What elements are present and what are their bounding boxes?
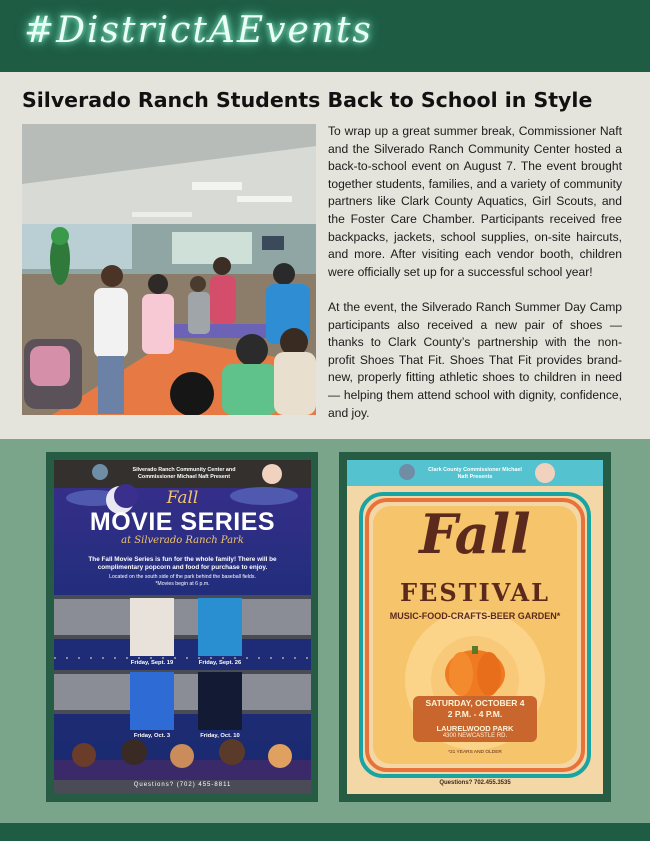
movie-poster-questions: Questions? (702) 455-8811: [133, 782, 232, 788]
footer-bar: [0, 823, 650, 841]
article-body: [328, 123, 622, 422]
festival-poster-date: SATURDAY, OCTOBER 4: [425, 698, 525, 708]
festival-poster-presenter: Clark County Commissioner Michael Naft Presents: [428, 467, 522, 480]
festival-poster-questions: Questions? 702.455.3535: [439, 780, 511, 786]
article-headline: Silverado Ranch Students Back to School in Style: [22, 88, 593, 112]
movie-poster-time: *Movies begin at 6 p.m.: [155, 581, 210, 587]
article-paragraph: To wrap up a great summer break, Commissioner Naft and the Silverado Ranch Community Center hosted a back-to-school event on August 7. The event brought together students, families, and a variety of community partners like Clark County Aquatics, Girl Scouts, and the Foster Care Chamber. Participants received free backpacks, jackets, school supplies, on-site haircuts, and more. After visiting each vendor booth, children were officially set up for a successful school year!: [328, 124, 622, 279]
movie-poster-title-script: Fall: [166, 488, 199, 508]
movie-poster-description: The Fall Movie Series is fun for the whole family! There will be complimentary popcorn and food for purchase to enjoy.: [88, 556, 277, 571]
festival-poster-age-note: *21 YEARS AND OLDER: [448, 750, 502, 755]
movie-poster-location: Located on the south side of the park behind the baseball fields.: [109, 574, 256, 580]
article-paragraph: At the event, the Silverado Ranch Summer Day Camp participants also received a new pair of shoes — thanks to Clark County’s partnership with the non-profit Shoes That Fit. Shoes That Fit provides brand-new, properly fitting athletic shoes to children in need — helping them attend school with dignity, confidence, and joy.: [328, 299, 622, 420]
movie-date-1: Friday, Sept. 19: [130, 660, 174, 666]
movie-poster-presenter: Silverado Ranch Community Center and Commissioner Michael Naft Present: [132, 467, 236, 480]
festival-poster-address: 4300 NEWCASTLE RD.: [442, 733, 508, 739]
festival-poster-title: FESTIVAL: [399, 578, 550, 607]
event-photo: [22, 124, 316, 415]
movie-series-poster: [54, 460, 311, 794]
movie-poster-title: MOVIE SERIES: [89, 508, 276, 536]
fall-festival-poster: [347, 460, 603, 794]
festival-poster-venue: LAURELWOOD PARK: [436, 724, 514, 733]
movie-date-4: Friday, Oct. 10: [200, 733, 240, 739]
article-section: [0, 72, 650, 439]
movie-date-3: Friday, Oct. 3: [133, 733, 171, 739]
event-photo-illustration: [22, 124, 316, 415]
header-banner: [0, 0, 650, 72]
hashtag-title: #DistrictAEvents: [24, 10, 373, 51]
festival-poster-tagline: MUSIC-FOOD-CRAFTS-BEER GARDEN*: [389, 611, 561, 621]
festival-poster-time: 2 P.M. - 4 P.M.: [447, 709, 503, 719]
movie-date-2: Friday, Sept. 26: [198, 660, 242, 666]
festival-poster-title-script: Fall: [419, 502, 531, 566]
movie-poster-subtitle: at Silverado Ranch Park: [121, 535, 244, 546]
